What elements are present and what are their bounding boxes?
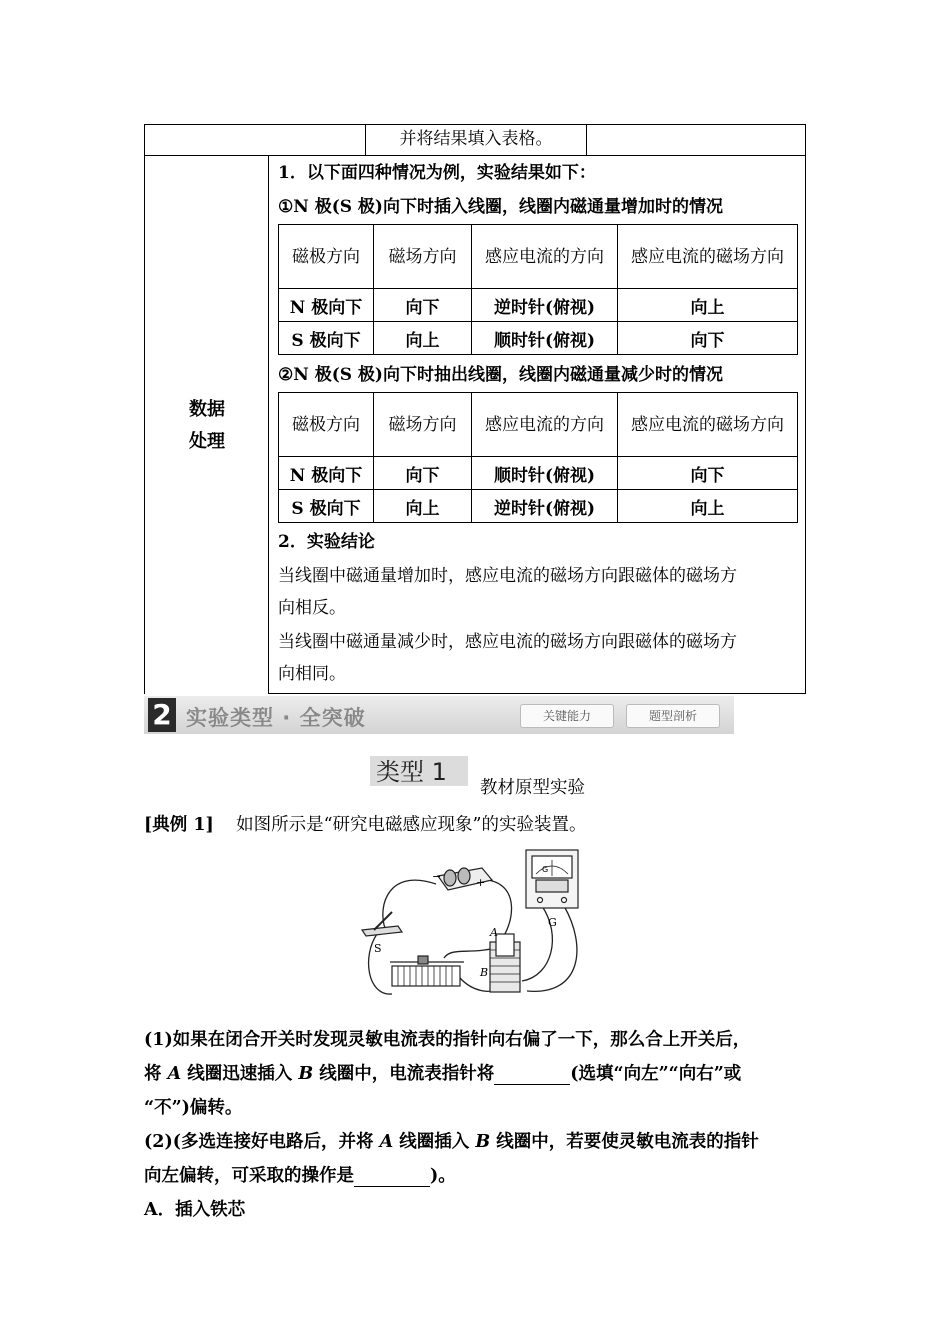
table-cell: 向上 (618, 289, 798, 322)
table-row (279, 457, 798, 490)
type-badge-label: 类型 1 (376, 758, 447, 786)
row-label (145, 155, 269, 694)
table-top-row (144, 124, 806, 156)
table-row (279, 490, 798, 523)
coil-B-ref: B (298, 1064, 314, 1084)
table-cell: 顺时针(俯视) (472, 457, 618, 490)
battery-minus-label: − (432, 870, 442, 883)
header-cell: 感应电流的方向 (472, 393, 618, 457)
header-cell: 磁极方向 (279, 225, 374, 289)
result-table-2 (278, 392, 798, 523)
section-title: 实验类型 · 全突破 (186, 706, 366, 730)
example-line (144, 811, 587, 836)
table-cell: 向下 (618, 457, 798, 490)
table-cell: N 极向下 (279, 289, 374, 322)
answer-blank[interactable] (354, 1168, 430, 1187)
q2-text: )。 (430, 1166, 456, 1186)
section-banner (144, 696, 734, 734)
coil-A-ref: A (379, 1132, 394, 1152)
label-S: S (374, 942, 382, 955)
content-line1: 1．以下面四种情况为例，实验结果如下： (278, 163, 596, 183)
table-cell: S 极向下 (279, 490, 374, 523)
rheostat (390, 956, 464, 986)
row-label-line2: 处理 (189, 431, 225, 452)
q2-line2 (144, 1162, 456, 1187)
table-cell: S 极向下 (279, 322, 374, 355)
table-data-processing-row (144, 155, 806, 694)
switch (362, 912, 402, 936)
q2-text: 线圈插入 (393, 1132, 476, 1152)
table-cell: 向下 (374, 289, 472, 322)
wire (383, 880, 436, 932)
table-bottom-border (268, 693, 806, 694)
label-A: A (490, 926, 498, 939)
q2-line1 (144, 1128, 759, 1153)
key-ability-button[interactable]: 关键能力 (520, 704, 614, 728)
label-G: G (548, 916, 557, 929)
q1-text: 线圈迅速插入 (181, 1064, 299, 1084)
label-B: B (480, 966, 489, 979)
option-a: A．插入铁芯 (144, 1200, 246, 1220)
table-cell: 逆时针(俯视) (472, 289, 618, 322)
table-cell-fill-note: 并将结果填入表格。 (365, 124, 587, 156)
question-analysis-button[interactable]: 题型剖析 (626, 704, 720, 728)
case1-heading: ①N 极(S 极)向下时插入线圈，线圈内磁通量增加时的情况 (278, 197, 723, 217)
example-tag: [典例 1] (144, 815, 214, 835)
q2-text: (2)(多选连接好电路后，并将 (144, 1132, 380, 1152)
q2-text: 向左偏转，可采取的操作是 (144, 1166, 354, 1186)
q1-text: 将 (144, 1064, 168, 1084)
case2-heading: ②N 极(S 极)向下时抽出线圈，线圈内磁通量减少时的情况 (278, 365, 723, 385)
answer-blank[interactable] (494, 1066, 570, 1085)
conclusion2-line1: 当线圈中磁通量减少时，感应电流的磁场方向跟磁体的磁场方 (278, 632, 737, 652)
table-cell: 向上 (374, 322, 472, 355)
table-row (279, 289, 798, 322)
galvanometer-dial-label: G (542, 865, 549, 874)
apparatus-figure (352, 846, 592, 1016)
table-cell: 向上 (374, 490, 472, 523)
header-cell: 感应电流的磁场方向 (618, 225, 798, 289)
table-cell: 向下 (374, 457, 472, 490)
conclusion1-line1: 当线圈中磁通量增加时，感应电流的磁场方向跟磁体的磁场方 (278, 566, 737, 586)
table-row (279, 322, 798, 355)
table-cell: 顺时针(俯视) (472, 322, 618, 355)
header-cell: 磁场方向 (374, 393, 472, 457)
table-cell: 向下 (618, 322, 798, 355)
example-text: 如图所示是“研究电磁感应现象”的实验装置。 (236, 815, 587, 835)
header-cell: 磁场方向 (374, 225, 472, 289)
table-cell: N 极向下 (279, 457, 374, 490)
header-cell: 感应电流的方向 (472, 225, 618, 289)
header-cell: 磁极方向 (279, 393, 374, 457)
row-label-line1: 数据 (189, 399, 225, 420)
conclusion2-line2: 向相同。 (278, 664, 346, 684)
section-number: 2 (148, 698, 176, 732)
table-cell: 向上 (618, 490, 798, 523)
galvanometer (526, 850, 578, 908)
result-table-1 (278, 224, 798, 355)
type-badge (370, 756, 468, 786)
conclusion-title: 2．实验结论 (278, 532, 375, 552)
q2-text: 线圈中，若要使灵敏电流表的指针 (490, 1132, 759, 1152)
battery-plus-label: + (476, 876, 486, 889)
coil-B-ref: B (475, 1132, 491, 1152)
type-name: 教材原型实验 (480, 778, 585, 798)
q1-text: (选填“向左”“向右”或 (570, 1064, 742, 1084)
table-cell: 逆时针(俯视) (472, 490, 618, 523)
header-cell: 感应电流的磁场方向 (618, 393, 798, 457)
coil-A (496, 934, 514, 956)
q1-line1: (1)如果在闭合开关时发现灵敏电流表的指针向右偏了一下，那么合上开关后， (144, 1030, 751, 1050)
q1-line3: “不”)偏转。 (144, 1098, 243, 1118)
coil-A-ref: A (167, 1064, 182, 1084)
conclusion1-line2: 向相反。 (278, 598, 346, 618)
q1-text: 线圈中，电流表指针将 (313, 1064, 495, 1084)
q1-line2 (144, 1060, 741, 1085)
